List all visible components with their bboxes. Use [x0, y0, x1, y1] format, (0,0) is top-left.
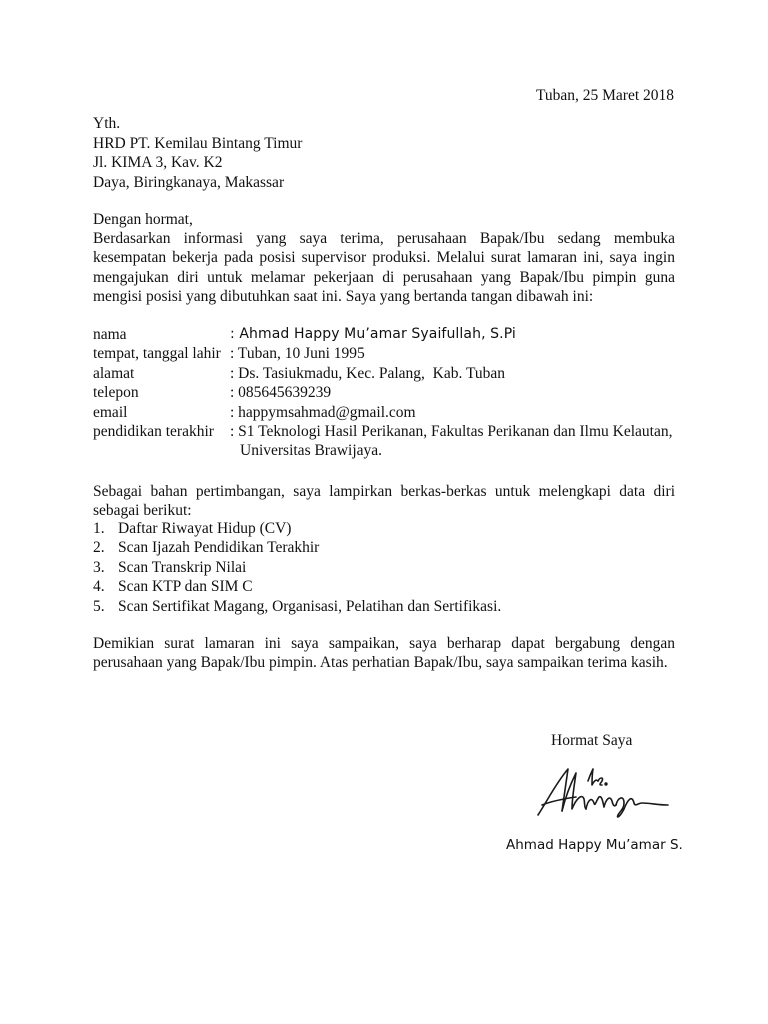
attachment-paragraph: Sebagai bahan pertimbangan, saya lampirkan berkas-berkas untuk melengkapi data diri sebagai berikut:	[93, 483, 675, 520]
email-value: : happymsahmad@gmail.com	[230, 403, 416, 421]
closing-phrase: Hormat Saya	[551, 732, 633, 749]
recipient-line-3: Jl. KIMA 3, Kav. K2	[93, 154, 223, 171]
name-value: : Ahmad Happy Mu’amar Syaifullah, S.Pi	[230, 326, 516, 342]
education-value: : S1 Teknologi Hasil Perikanan, Fakultas Perikanan dan Ilmu Kelautan,	[230, 422, 673, 440]
salutation: Dengan hormat,	[93, 211, 193, 228]
list-item-text: Scan Transkrip Nilai	[118, 558, 247, 576]
recipient-line-4: Daya, Biringkanaya, Makassar	[93, 173, 285, 191]
recipient-block	[93, 114, 302, 192]
list-item-number: 1.	[93, 520, 105, 537]
recipient-line-2: HRD PT. Kemilau Bintang Timur	[93, 134, 303, 152]
list-item-text: Scan Sertifikat Magang, Organisasi, Pelatihan dan Sertifikasi.	[118, 597, 502, 615]
list-item-text: Daftar Riwayat Hidup (CV)	[118, 520, 292, 537]
email-label: email	[93, 403, 128, 421]
list-item-number: 2.	[93, 539, 105, 557]
letter-date: Tuban, 25 Maret 2018	[535, 87, 674, 104]
list-item-text: Scan Ijazah Pendidikan Terakhir	[118, 539, 320, 557]
education-value-continued: Universitas Brawijaya.	[240, 442, 383, 460]
name-label: nama	[93, 326, 127, 343]
intro-paragraph: Berdasarkan informasi yang saya terima, perusahaan Bapak/Ibu sedang membuka kesempatan bekerja pada posisi supervisor produksi. Melalui surat lamaran ini, saya ingin mengajukan diri untuk melamar pekerjaan di perusahaan yang Bapak/Ibu pimpin guna mengisi posisi yang dibutuhkan saat ini. Saya yang bertanda tangan dibawah ini:	[93, 230, 675, 306]
signer-name: Ahmad Happy Mu’amar S.	[506, 837, 683, 853]
phone-label: telepon	[93, 384, 139, 402]
address-value: : Ds. Tasiukmadu, Kec. Palang, Kab. Tuban	[230, 364, 506, 382]
signature-icon	[532, 765, 672, 825]
phone-value: : 085645639239	[230, 384, 332, 402]
address-label: alamat	[93, 364, 135, 382]
list-item-number: 3.	[93, 558, 105, 576]
recipient-line-1: Yth.	[93, 115, 121, 132]
birth-value: : Tuban, 10 Juni 1995	[230, 345, 365, 363]
closing-paragraph: Demikian surat lamaran ini saya sampaikan, saya berharap dapat bergabung dengan perusahaan yang Bapak/Ibu pimpin. Atas perhatian Bapak/Ibu, saya sampaikan terima kasih.	[93, 635, 675, 672]
birth-label: tempat, tanggal lahir	[93, 345, 221, 363]
education-label: pendidikan terakhir	[93, 422, 214, 440]
list-item-number: 5.	[93, 597, 105, 615]
list-item-number: 4.	[93, 578, 105, 596]
list-item-text: Scan KTP dan SIM C	[118, 578, 253, 596]
